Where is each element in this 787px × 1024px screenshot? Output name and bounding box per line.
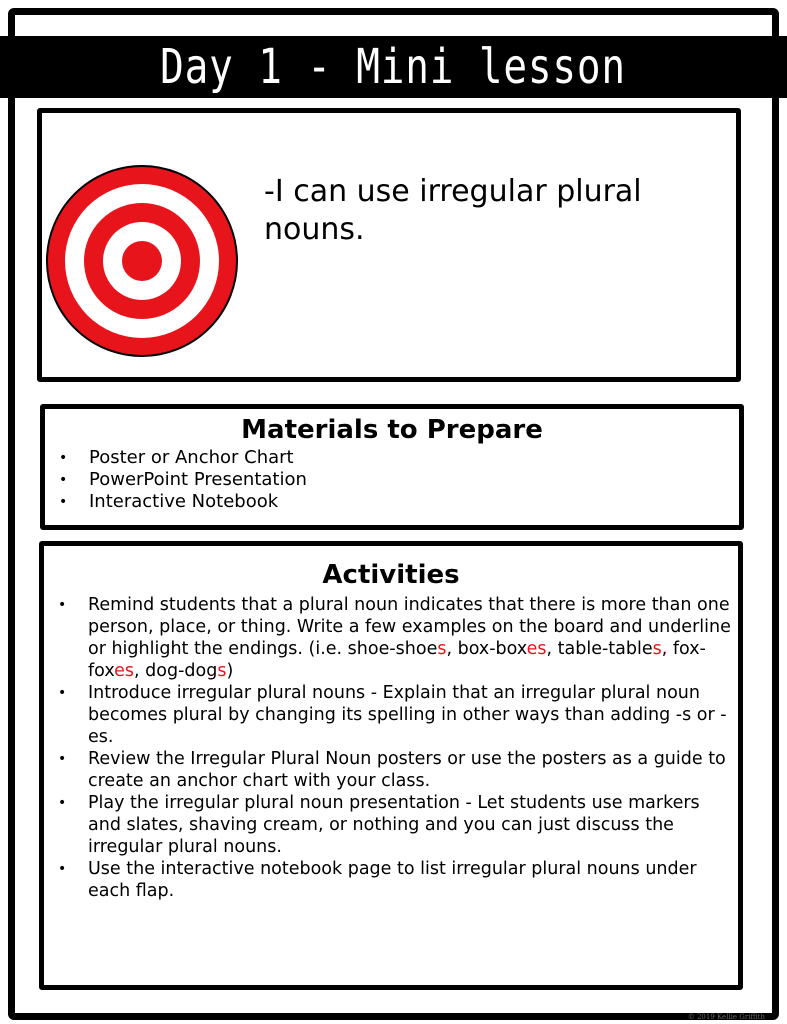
target-icon: [45, 164, 239, 358]
plural-ending: s: [652, 639, 662, 659]
list-item: • Use the interactive notebook page to list irregular plural nouns under each flap.: [58, 858, 738, 902]
copyright-notice: © 2019 Kellie Griffith: [687, 1013, 765, 1021]
plural-ending: es: [114, 661, 135, 681]
list-item: • Play the irregular plural noun presentation - Let students use markers and slates, shaving cream, or nothing and you can just discuss the irregular plural nouns.: [58, 792, 738, 858]
list-item: • Poster or Anchor Chart: [59, 447, 739, 469]
list-item: • PowerPoint Presentation: [59, 469, 739, 491]
materials-panel: [40, 404, 744, 530]
learning-goal-text: -I can use irregular plural nouns.: [264, 174, 642, 247]
title-bar: [0, 36, 787, 98]
activity-text: , dog-dog: [134, 661, 218, 681]
activities-panel: [39, 541, 743, 990]
learning-goal-panel: [37, 108, 741, 382]
list-item: • Interactive Notebook: [59, 491, 739, 513]
activity-text: , box-box: [446, 639, 527, 659]
activities-list: [44, 594, 738, 902]
list-item: [58, 594, 738, 682]
materials-list: [45, 447, 739, 513]
plural-ending: s: [217, 661, 227, 681]
activity-text: , table-table: [546, 639, 653, 659]
list-item: • Introduce irregular plural nouns - Explain that an irregular plural noun becomes plural by changing its spelling in other ways than adding -s or -es.: [58, 682, 738, 748]
activity-text: ): [226, 661, 234, 681]
activities-heading: Activities: [322, 560, 460, 590]
plural-ending: es: [526, 639, 547, 659]
list-item: • Review the Irregular Plural Noun posters or use the posters as a guide to create an anchor chart with your class.: [58, 748, 738, 792]
activity-text: , fox-fox: [88, 639, 706, 681]
activity-text: Remind students that a plural noun indicates that there is more than one person, place, or thing. Write a few examples on the board and underline or highlight the endings. (i.e. shoe-shoe: [88, 595, 731, 659]
materials-heading: Materials to Prepare: [241, 415, 543, 445]
plural-ending: s: [437, 639, 447, 659]
page-title: Day 1 - Mini lesson: [160, 39, 627, 95]
